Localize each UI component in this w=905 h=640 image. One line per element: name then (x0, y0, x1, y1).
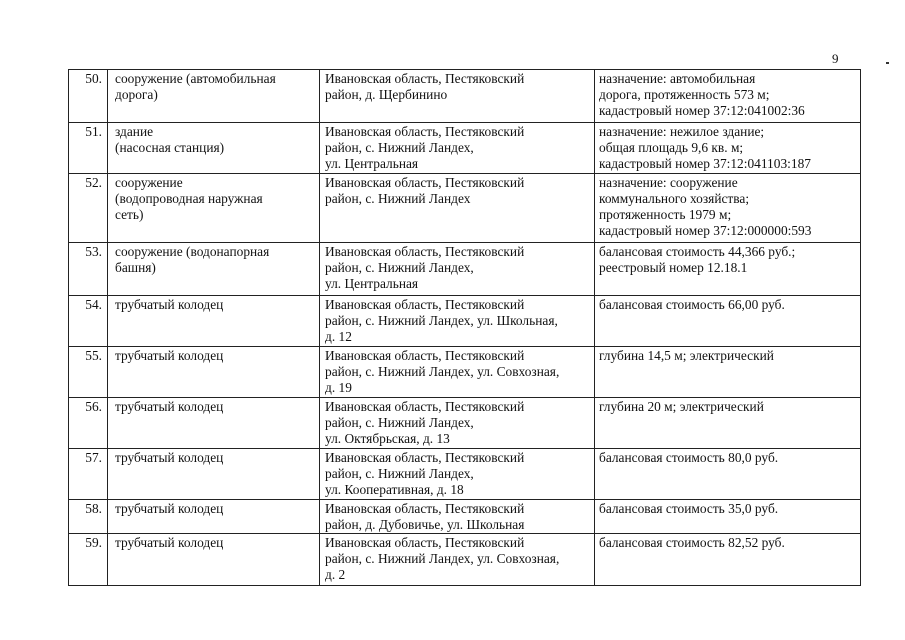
details-line: кадастровый номер 37:12:000000:593 (599, 223, 812, 238)
table-row (69, 296, 861, 347)
details-line: глубина 20 м; электрический (599, 399, 764, 414)
row-number-cell: 56. (69, 398, 108, 449)
details-line: балансовая стоимость 66,00 руб. (599, 297, 785, 312)
details-line: назначение: сооружение (599, 175, 738, 190)
address-cell (320, 243, 595, 296)
address-cell (320, 449, 595, 500)
details-cell (595, 500, 861, 534)
row-number-cell: 51. (69, 123, 108, 174)
details-cell (595, 174, 861, 243)
page-number: 9 (832, 51, 839, 66)
address-line: район, с. Нижний Ландех (325, 191, 471, 206)
table-row (69, 347, 861, 398)
address-cell (320, 70, 595, 123)
address-cell (320, 347, 595, 398)
details-line: глубина 14,5 м; электрический (599, 348, 774, 363)
row-number-cell: 58. (69, 500, 108, 534)
details-line: общая площадь 9,6 кв. м; (599, 140, 744, 155)
address-cell (320, 500, 595, 534)
address-line: район, с. Нижний Ландех, ул. Совхозная, (325, 551, 560, 566)
details-cell (595, 534, 861, 586)
object-name-line: сеть) (115, 207, 144, 222)
object-name-line: трубчатый колодец (115, 348, 224, 363)
details-line: балансовая стоимость 82,52 руб. (599, 535, 785, 550)
address-line: Ивановская область, Пестяковский (325, 348, 525, 363)
address-line: район, с. Нижний Ландех, (325, 140, 474, 155)
details-line: назначение: автомобильная (599, 71, 756, 86)
object-name-line: сооружение (водонапорная (115, 244, 270, 259)
object-name-line: трубчатый колодец (115, 399, 224, 414)
details-line: кадастровый номер 37:12:041002:36 (599, 103, 805, 118)
details-line: балансовая стоимость 80,0 руб. (599, 450, 779, 465)
table-row (69, 500, 861, 534)
table-row (69, 534, 861, 586)
object-name-line: здание (115, 124, 154, 139)
address-line: ул. Кооперативная, д. 18 (325, 482, 464, 497)
details-cell (595, 449, 861, 500)
row-number-cell: 52. (69, 174, 108, 243)
object-name-line: (водопроводная наружная (115, 191, 263, 206)
details-line: балансовая стоимость 35,0 руб. (599, 501, 779, 516)
row-number-cell: 57. (69, 449, 108, 500)
details-cell (595, 296, 861, 347)
address-line: Ивановская область, Пестяковский (325, 175, 525, 190)
address-line: район, с. Нижний Ландех, (325, 466, 474, 481)
object-name-cell (108, 500, 320, 534)
address-cell (320, 296, 595, 347)
address-cell (320, 398, 595, 449)
object-name-line: трубчатый колодец (115, 297, 224, 312)
object-name-cell (108, 123, 320, 174)
address-line: д. 12 (325, 329, 352, 344)
object-name-line: трубчатый колодец (115, 450, 224, 465)
address-line: ул. Центральная (325, 276, 419, 291)
object-name-cell (108, 70, 320, 123)
address-line: ул. Центральная (325, 156, 419, 171)
address-line: район, д. Щербинино (325, 87, 448, 102)
address-cell (320, 123, 595, 174)
address-line: район, д. Дубовичье, ул. Школьная (325, 517, 525, 532)
address-line: Ивановская область, Пестяковский (325, 244, 525, 259)
object-name-cell (108, 398, 320, 449)
details-cell (595, 70, 861, 123)
address-cell (320, 534, 595, 586)
row-number-cell: 55. (69, 347, 108, 398)
property-registry-table (68, 69, 861, 586)
object-name-line: трубчатый колодец (115, 501, 224, 516)
object-name-cell (108, 174, 320, 243)
object-name-line: трубчатый колодец (115, 535, 224, 550)
address-line: д. 2 (325, 567, 346, 582)
object-name-line: башня) (115, 260, 156, 275)
details-line: протяженность 1979 м; (599, 207, 732, 222)
table-row (69, 449, 861, 500)
details-cell (595, 347, 861, 398)
row-number-cell: 59. (69, 534, 108, 586)
details-line: реестровый номер 12.18.1 (599, 260, 748, 275)
address-line: Ивановская область, Пестяковский (325, 501, 525, 516)
object-name-line: дорога) (115, 87, 158, 102)
details-cell (595, 123, 861, 174)
scan-speck (886, 62, 889, 64)
row-number-cell: 53. (69, 243, 108, 296)
details-line: коммунального хозяйства; (599, 191, 750, 206)
table-row (69, 70, 861, 123)
details-line: кадастровый номер 37:12:041103:187 (599, 156, 811, 171)
row-number-cell: 50. (69, 70, 108, 123)
table-row (69, 123, 861, 174)
details-line: дорога, протяженность 573 м; (599, 87, 770, 102)
address-line: Ивановская область, Пестяковский (325, 71, 525, 86)
details-cell (595, 398, 861, 449)
row-number-cell: 54. (69, 296, 108, 347)
object-name-cell (108, 243, 320, 296)
object-name-line: сооружение (115, 175, 183, 190)
details-line: назначение: нежилое здание; (599, 124, 765, 139)
address-line: Ивановская область, Пестяковский (325, 297, 525, 312)
object-name-line: сооружение (автомобильная (115, 71, 276, 86)
object-name-cell (108, 449, 320, 500)
address-line: район, с. Нижний Ландех, ул. Совхозная, (325, 364, 560, 379)
details-cell (595, 243, 861, 296)
address-cell (320, 174, 595, 243)
details-line: балансовая стоимость 44,366 руб.; (599, 244, 796, 259)
address-line: Ивановская область, Пестяковский (325, 399, 525, 414)
object-name-cell (108, 347, 320, 398)
table-row (69, 243, 861, 296)
address-line: ул. Октябрьская, д. 13 (325, 431, 450, 446)
object-name-cell (108, 534, 320, 586)
object-name-line: (насосная станция) (115, 140, 225, 155)
address-line: район, с. Нижний Ландех, (325, 260, 474, 275)
registry-body (69, 70, 861, 586)
address-line: район, с. Нижний Ландех, ул. Школьная, (325, 313, 558, 328)
address-line: Ивановская область, Пестяковский (325, 535, 525, 550)
address-line: д. 19 (325, 380, 352, 395)
table-row (69, 174, 861, 243)
table-row (69, 398, 861, 449)
address-line: Ивановская область, Пестяковский (325, 124, 525, 139)
address-line: район, с. Нижний Ландех, (325, 415, 474, 430)
address-line: Ивановская область, Пестяковский (325, 450, 525, 465)
object-name-cell (108, 296, 320, 347)
